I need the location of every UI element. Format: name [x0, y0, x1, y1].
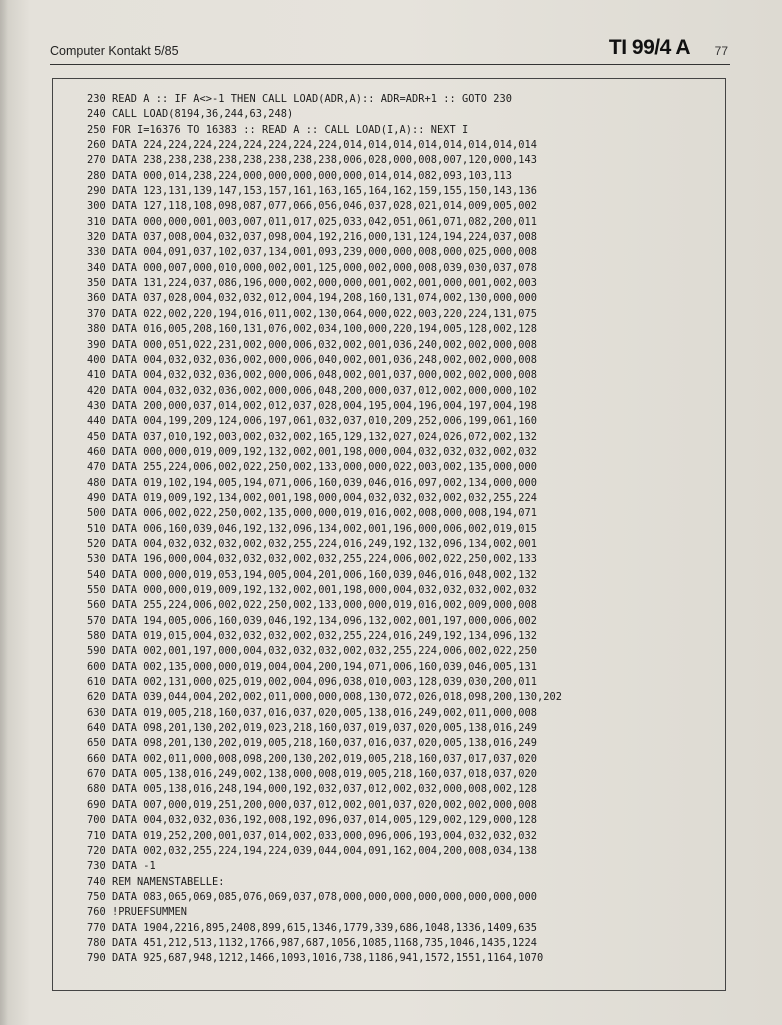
listing-line: 710 DATA 019,252,200,001,037,014,002,033,000,096,006,193,004,032,032,032	[87, 829, 537, 842]
publication-label: Computer Kontakt 5/85	[50, 44, 179, 58]
listing-line: 370 DATA 022,002,220,194,016,011,002,130,064,000,022,003,220,224,131,075	[87, 307, 537, 320]
listing-line: 450 DATA 037,010,192,003,002,032,002,165,129,132,027,024,026,072,002,132	[87, 430, 537, 443]
listing-line: 430 DATA 200,000,037,014,002,012,037,028,004,195,004,196,004,197,004,198	[87, 399, 537, 412]
listing-line: 270 DATA 238,238,238,238,238,238,238,238,006,028,000,008,007,120,000,143	[87, 154, 537, 167]
listing-line: 320 DATA 037,008,004,032,037,098,004,192,216,000,131,124,194,224,037,008	[87, 231, 537, 244]
listing-line: 350 DATA 131,224,037,086,196,000,002,000,000,001,002,001,000,001,002,003	[87, 277, 537, 290]
listing-line: 240 CALL LOAD(8194,36,244,63,248)	[87, 108, 294, 121]
listing-line: 520 DATA 004,032,032,032,002,032,255,224,016,249,192,132,096,134,002,001	[87, 537, 537, 550]
listing-line: 480 DATA 019,102,194,005,194,071,006,160,039,046,016,097,002,134,000,000	[87, 476, 537, 489]
listing-line: 560 DATA 255,224,006,002,022,250,002,133,000,000,019,016,002,009,000,008	[87, 599, 537, 612]
listing-line: 630 DATA 019,005,218,160,037,016,037,020,005,138,016,249,002,011,000,008	[87, 706, 537, 719]
listing-line: 670 DATA 005,138,016,249,002,138,000,008,019,005,218,160,037,018,037,020	[87, 768, 537, 781]
listing-line: 750 DATA 083,065,069,085,076,069,037,078,000,000,000,000,000,000,000,000	[87, 890, 537, 903]
listing-line: 570 DATA 194,005,006,160,039,046,192,134,096,132,002,001,197,000,006,002	[87, 614, 537, 627]
listing-line: 230 READ A :: IF A<>-1 THEN CALL LOAD(ADR,A):: ADR=ADR+1 :: GOTO 230	[87, 93, 512, 105]
page-number: 77	[714, 44, 728, 58]
listing-line: 410 DATA 004,032,032,036,002,000,006,048,002,001,037,000,002,002,000,008	[87, 369, 537, 382]
listing-line: 470 DATA 255,224,006,002,022,250,002,133,000,000,022,003,002,135,000,000	[87, 461, 537, 474]
listing-line: 330 DATA 004,091,037,102,037,134,001,093,239,000,000,008,000,025,000,008	[87, 246, 537, 259]
listing-line: 250 FOR I=16376 TO 16383 :: READ A :: CALL LOAD(I,A):: NEXT I	[87, 123, 469, 136]
listing-line: 620 DATA 039,044,004,202,002,011,000,000,008,130,072,026,018,098,200,130,202	[87, 691, 562, 704]
listing-line: 600 DATA 002,135,000,000,019,004,004,200,194,071,006,160,039,046,005,131	[87, 660, 537, 673]
listing-line: 720 DATA 002,032,255,224,194,224,039,044,004,091,162,004,200,008,034,138	[87, 844, 537, 857]
program-listing-box	[52, 78, 726, 991]
listing-line: 640 DATA 098,201,130,202,019,023,218,160,037,019,037,020,005,138,016,249	[87, 722, 537, 735]
listing-line: 390 DATA 000,051,022,231,002,000,006,032,002,001,036,240,002,002,000,008	[87, 338, 537, 351]
listing-line: 290 DATA 123,131,139,147,153,157,161,163,165,164,162,159,155,150,143,136	[87, 185, 537, 198]
listing-line: 360 DATA 037,028,004,032,032,012,004,194,208,160,131,074,002,130,000,000	[87, 292, 537, 305]
listing-line: 310 DATA 000,000,001,003,007,011,017,025,033,042,051,061,071,082,200,011	[87, 215, 537, 228]
listing-line: 550 DATA 000,000,019,009,192,132,002,001,198,000,004,032,032,032,002,032	[87, 584, 537, 596]
listing-line: 590 DATA 002,001,197,000,004,032,032,032,002,032,255,224,006,002,022,250	[87, 645, 537, 658]
listing-line: 650 DATA 098,201,130,202,019,005,218,160,037,016,037,020,005,138,016,249	[87, 737, 537, 750]
listing-line: 460 DATA 000,000,019,009,192,132,002,001,198,000,004,032,032,032,002,032	[87, 445, 537, 458]
listing-line: 400 DATA 004,032,032,036,002,000,006,040,002,001,036,248,002,002,000,008	[87, 353, 537, 366]
page-header	[50, 36, 730, 65]
listing-line: 780 DATA 451,212,513,1132,1766,987,687,1056,1085,1168,735,1046,1435,1224	[87, 936, 537, 949]
system-title: TI 99/4 A	[608, 36, 690, 59]
program-listing	[87, 92, 727, 967]
listing-line: 540 DATA 000,000,019,053,194,005,004,201,006,160,039,046,016,048,002,132	[87, 568, 537, 581]
listing-line: 440 DATA 004,199,209,124,006,197,061,032,037,010,209,252,006,199,061,160	[87, 415, 537, 428]
listing-line: 690 DATA 007,000,019,251,200,000,037,012,002,001,037,020,002,002,000,008	[87, 798, 537, 811]
listing-line: 380 DATA 016,005,208,160,131,076,002,034,100,000,220,194,005,128,002,128	[87, 323, 537, 336]
listing-line: 490 DATA 019,009,192,134,002,001,198,000,004,032,032,032,002,032,255,224	[87, 491, 537, 504]
listing-line: 700 DATA 004,032,032,036,192,008,192,096,037,014,005,129,002,129,000,128	[87, 814, 537, 827]
listing-line: 740 REM NAMENSTABELLE:	[87, 875, 225, 888]
listing-line: 730 DATA -1	[87, 860, 156, 873]
listing-line: 500 DATA 006,002,022,250,002,135,000,000,019,016,002,008,000,008,194,071	[87, 507, 537, 520]
binding-gutter	[0, 0, 8, 1025]
listing-line: 510 DATA 006,160,039,046,192,132,096,134,002,001,196,000,006,002,019,015	[87, 522, 537, 535]
listing-line: 340 DATA 000,007,000,010,000,002,001,125,000,002,000,008,039,030,037,078	[87, 261, 537, 274]
listing-line: 660 DATA 002,011,000,008,098,200,130,202,019,005,218,160,037,017,037,020	[87, 752, 537, 765]
listing-line: 530 DATA 196,000,004,032,032,032,002,032,255,224,006,002,022,250,002,133	[87, 553, 537, 566]
listing-line: 280 DATA 000,014,238,224,000,000,000,000,000,014,014,082,093,103,113	[87, 169, 512, 182]
listing-line: 260 DATA 224,224,224,224,224,224,224,224,014,014,014,014,014,014,014,014	[87, 139, 537, 152]
listing-line: 680 DATA 005,138,016,248,194,000,192,032,037,012,002,032,000,008,002,128	[87, 783, 537, 796]
listing-line: 580 DATA 019,015,004,032,032,032,002,032,255,224,016,249,192,134,096,132	[87, 630, 537, 643]
listing-line: 610 DATA 002,131,000,025,019,002,004,096,038,010,003,128,039,030,200,011	[87, 676, 537, 689]
listing-line: 760 !PRUEFSUMMEN	[87, 906, 187, 919]
listing-line: 770 DATA 1904,2216,895,2408,899,615,1346,1779,339,686,1048,1336,1409,635	[87, 921, 537, 934]
listing-line: 790 DATA 925,687,948,1212,1466,1093,1016,738,1186,941,1572,1551,1164,1070	[87, 952, 544, 965]
listing-line: 300 DATA 127,118,108,098,087,077,066,056,046,037,028,021,014,009,005,002	[87, 200, 537, 213]
listing-line: 420 DATA 004,032,032,036,002,000,006,048,200,000,037,012,002,000,000,102	[87, 384, 537, 397]
